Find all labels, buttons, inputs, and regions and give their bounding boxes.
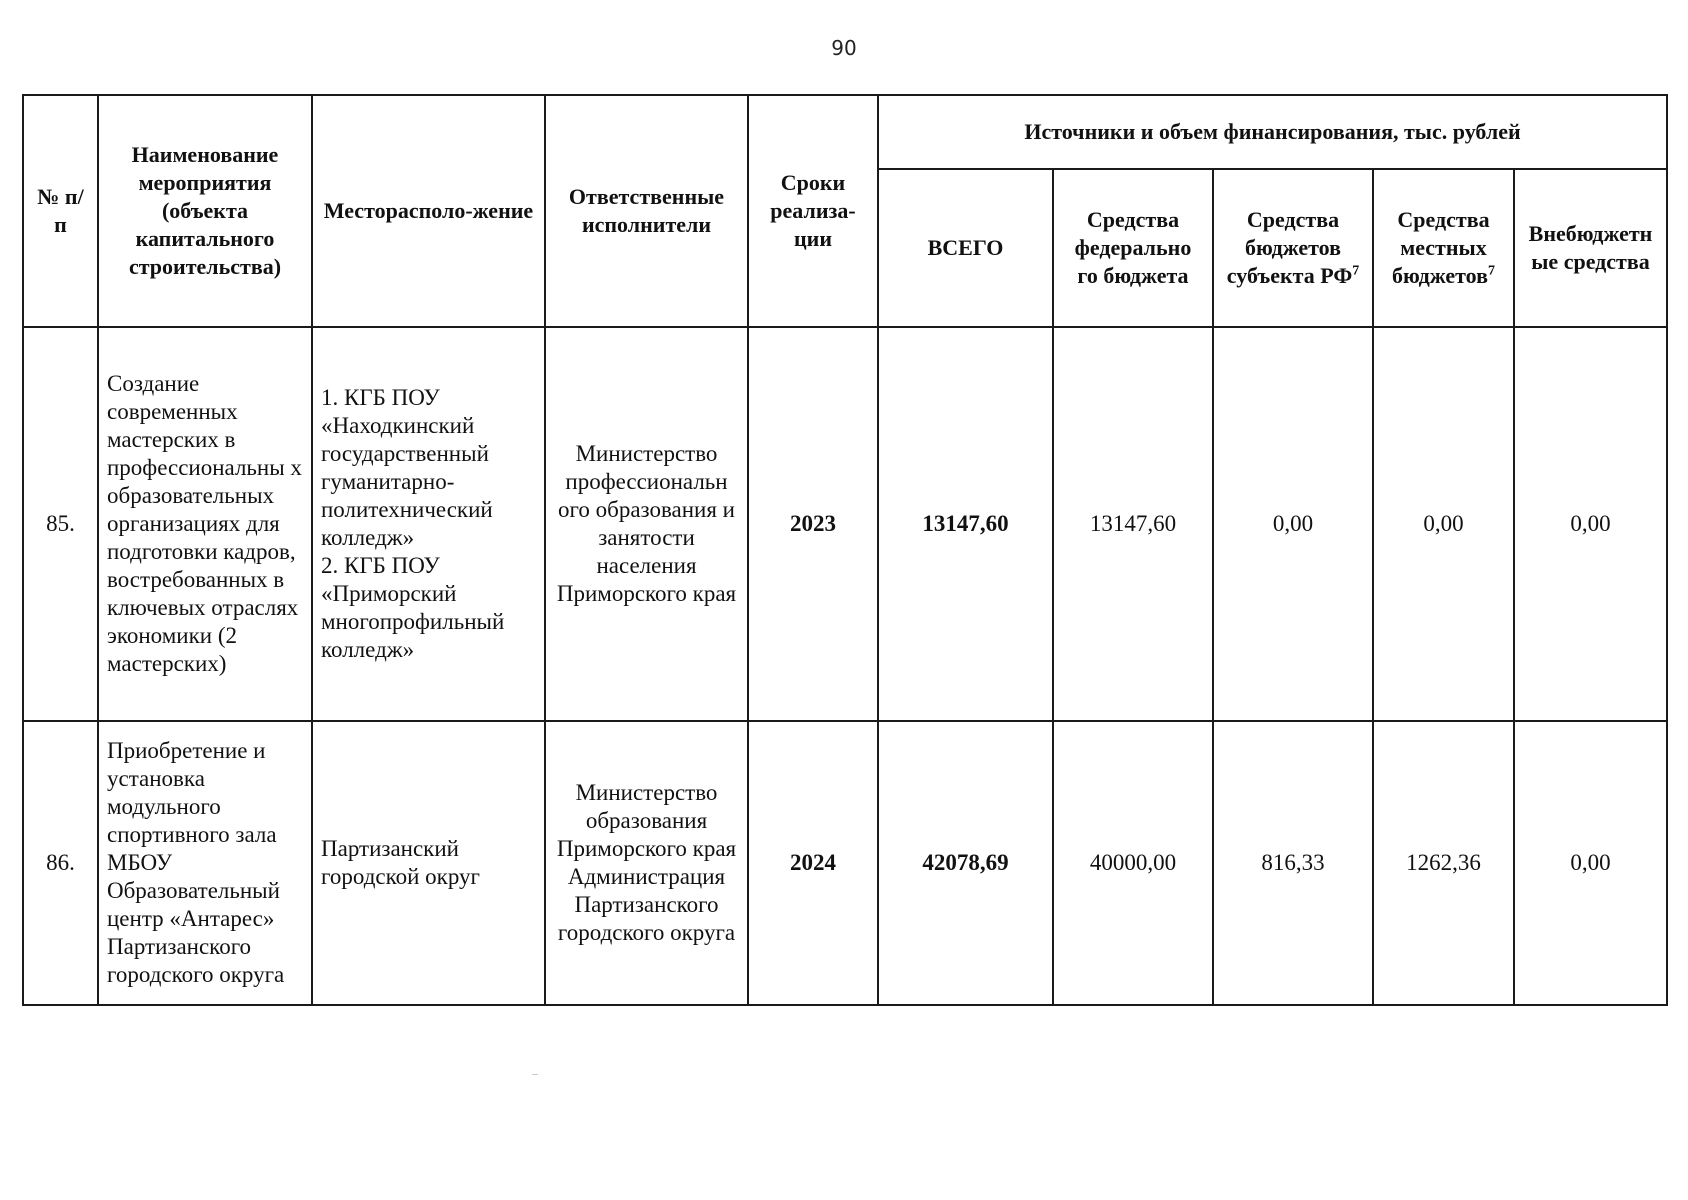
cell-name: Создание современных мастерских в профессиональны х образовательных организациях для подготовки кадров, востребованных в ключевых отраслях экономики (2 мастерских) bbox=[98, 327, 312, 721]
header-subject-label: Средства бюджетов субъекта РФ bbox=[1226, 207, 1353, 288]
cell-term: 2023 bbox=[748, 327, 878, 721]
responsible-item: Министерство образования Приморского края bbox=[556, 780, 737, 861]
cell-local: 0,00 bbox=[1373, 327, 1514, 721]
cell-local: 1262,36 bbox=[1373, 721, 1514, 1005]
header-num: № п/п bbox=[23, 95, 98, 327]
cell-num: 85. bbox=[23, 327, 98, 721]
cell-federal: 40000,00 bbox=[1053, 721, 1213, 1005]
cell-responsible bbox=[545, 721, 748, 1005]
header-subject bbox=[1213, 169, 1373, 327]
header-local-footnote: 7 bbox=[1487, 263, 1495, 279]
page-number: 90 bbox=[831, 36, 857, 60]
cell-subject: 816,33 bbox=[1213, 721, 1373, 1005]
header-local-label: Средства местных бюджетов bbox=[1392, 207, 1490, 288]
header-extra: Внебюджетн ые средства bbox=[1514, 169, 1667, 327]
header-subject-footnote: 7 bbox=[1352, 263, 1360, 279]
cell-total: 13147,60 bbox=[878, 327, 1053, 721]
header-federal: Средства федерально го бюджета bbox=[1053, 169, 1213, 327]
header-funding-group: Источники и объем финансирования, тыс. рублей bbox=[878, 95, 1667, 169]
cell-federal: 13147,60 bbox=[1053, 327, 1213, 721]
header-local bbox=[1373, 169, 1514, 327]
location-item: 1. КГБ ПОУ «Находкинский государственный гуманитарно-политехнический колледж» bbox=[321, 385, 493, 550]
financing-table bbox=[22, 94, 1668, 1006]
table-row bbox=[23, 327, 1667, 721]
cell-extra: 0,00 bbox=[1514, 327, 1667, 721]
cell-responsible: Министерство профессиональн ого образования и занятости населения Приморского края bbox=[545, 327, 748, 721]
header-responsible: Ответственные исполнители bbox=[545, 95, 748, 327]
cell-extra: 0,00 bbox=[1514, 721, 1667, 1005]
responsible-item: Администрация Партизанского городского округа bbox=[557, 864, 736, 945]
cell-num: 86. bbox=[23, 721, 98, 1005]
cell-term: 2024 bbox=[748, 721, 878, 1005]
table-row bbox=[23, 721, 1667, 1005]
scan-speck bbox=[532, 1074, 538, 1075]
cell-name: Приобретение и установка модульного спортивного зала МБОУ Образовательный центр «Антарес» Партизанского городского округа bbox=[98, 721, 312, 1005]
header-name: Наименование мероприятия (объекта капитального строительства) bbox=[98, 95, 312, 327]
cell-location bbox=[312, 327, 545, 721]
header-total: ВСЕГО bbox=[878, 169, 1053, 327]
cell-total: 42078,69 bbox=[878, 721, 1053, 1005]
header-term: Сроки реализа-ции bbox=[748, 95, 878, 327]
location-item: 2. КГБ ПОУ «Приморский многопрофильный колледж» bbox=[321, 553, 505, 662]
header-location: Месторасполо-жение bbox=[312, 95, 545, 327]
cell-location: Партизанский городской округ bbox=[312, 721, 545, 1005]
header-row-top bbox=[23, 95, 1667, 169]
cell-subject: 0,00 bbox=[1213, 327, 1373, 721]
